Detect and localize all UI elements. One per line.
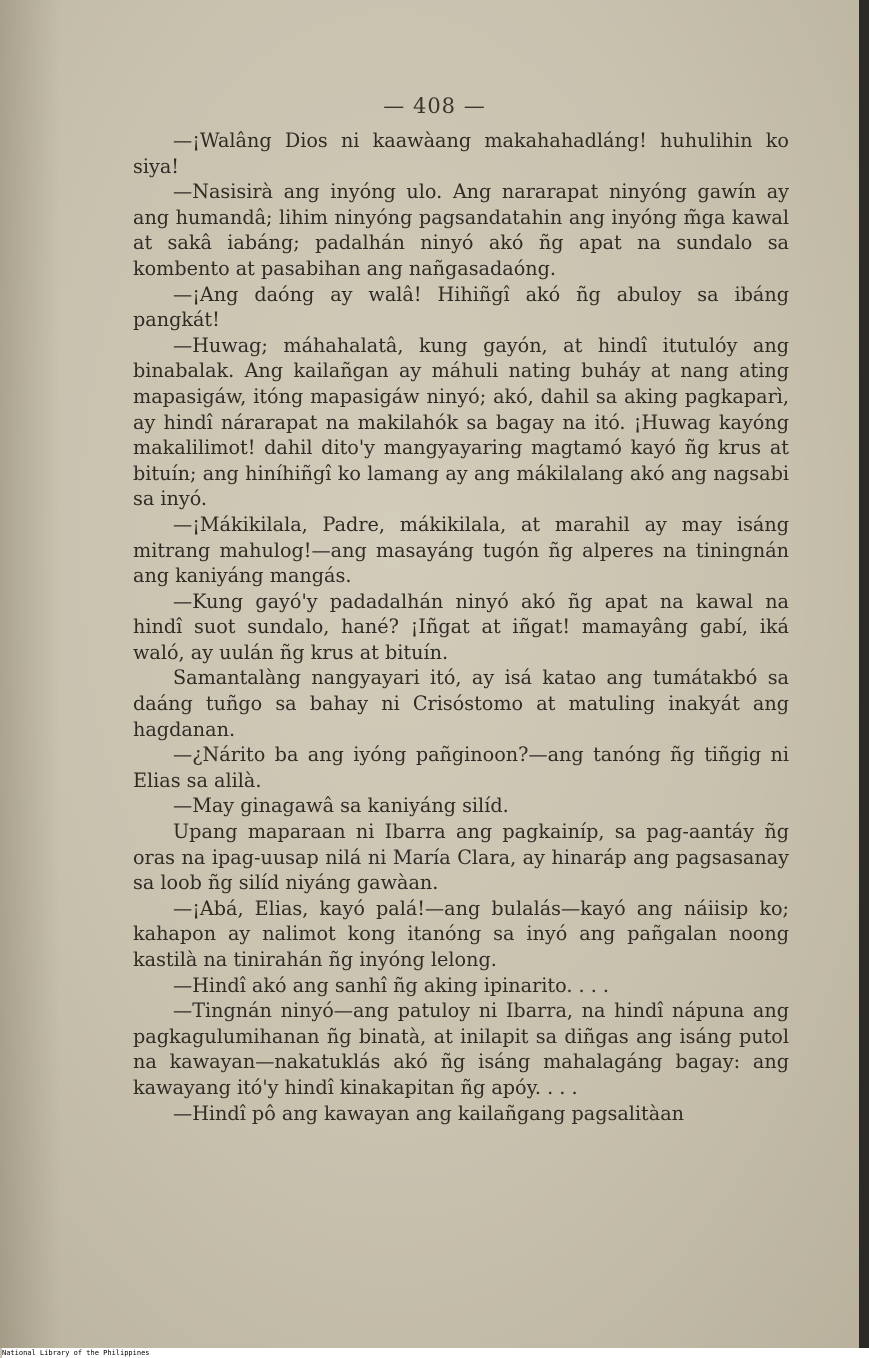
library-credit: National Library of the Philippines [2, 1348, 869, 1358]
paragraph: —Hindî akó ang sanhî ñg aking ipinarito. . . . [173, 973, 610, 997]
page-number: — 408 — [383, 94, 486, 118]
paragraph: —¡Ang daóng ay walâ! Hihiñgî akó ñg abuloy sa ibáng pangkát! [133, 282, 789, 332]
paragraph: —Huwag; máhahalatâ, kung gayón, at hindî itutulóy ang binabalak. Ang kailañgan ay máhuli nating buháy at nang ating mapasigáw, itóng mapasigáw ninyó; akó, dahil sa aking pagkaparì, ay hindî nárarapat na makilahók sa bagay na itó. ¡Huwag kayóng makalilimot! dahil dito'y mangyayaring magtamó kayó ñg krus at bituín; ang hiníhiñgî ko lamang ay ang mákilalang akó ang nagsabi sa inyó. [133, 333, 789, 511]
body-text [133, 128, 789, 1126]
paragraph: —¡Walâng Dios ni kaawàang makahahadláng! huhulihin ko siya! [133, 129, 789, 178]
paragraph: Samantalàng nangyayari itó, ay isá katao ang tumátakbó sa daáng tuñgo sa bahay ni Crisóstomo at matuling inakyát ang hagdanan. [133, 666, 789, 741]
spine-shadow [0, 0, 60, 1348]
paragraph: —May ginagawâ sa kaniyáng silíd. [173, 794, 509, 818]
paragraph: —Kung gayó'y padadalhán ninyó akó ñg apat na kawal na hindî suot sundalo, hané? ¡Iñgat at iñgat! mamayâng gabí, iká waló, ay uulán ñg krus at bituín. [133, 589, 789, 664]
paragraph: —Nasisirà ang inyóng ulo. Ang nararapat ninyóng gawín ay ang humandâ; lihim ninyóng pagsandatahin ang inyóng m̃ga kawal at sakâ iabáng; padalhán ninyó akó ñg apat na sundalo sa kombento at pasabihan ang nañgasadaóng. [133, 180, 789, 280]
paragraph: —Tingnán ninyó—ang patuloy ni Ibarra, na hindî nápuna ang pagkagulumihanan ñg binatà, at inilapit sa diñgas ang isáng putol na kawayan—nakatuklás akó ñg isáng mahalagáng bagay: ang kawayang itó'y hindî kinakapitan ñg apóy. . . . [133, 999, 789, 1099]
paragraph: —Hindî pô ang kawayan ang kailañgang pagsalitàan [173, 1101, 684, 1125]
paragraph: —¡Abá, Elias, kayó palá!—ang bulalás—kayó ang náiisip ko; kahapon ay nalimot kong itanóng sa inyó ang pañgalan noong kastilà na tinirahán ñg inyóng lelong. [133, 896, 789, 971]
paragraph: —¿Nárito ba ang iyóng pañginoon?—ang tanóng ñg tiñgig ni Elias sa alilà. [133, 743, 789, 792]
paragraph: Upang maparaan ni Ibarra ang pagkainíp, sa pag-aantáy ñg oras na ipag-uusap nilá ni María Clara, ay hinaráp ang pagsasanay sa loob ñg silíd niyáng gawàan. [133, 820, 789, 895]
paragraph: —¡Mákikilala, Padre, mákikilala, at marahil ay may isáng mitrang mahulog!—ang masayáng tugón ñg alperes na tiningnán ang kaniyáng mangás. [133, 512, 789, 588]
page-edge [859, 0, 869, 1348]
